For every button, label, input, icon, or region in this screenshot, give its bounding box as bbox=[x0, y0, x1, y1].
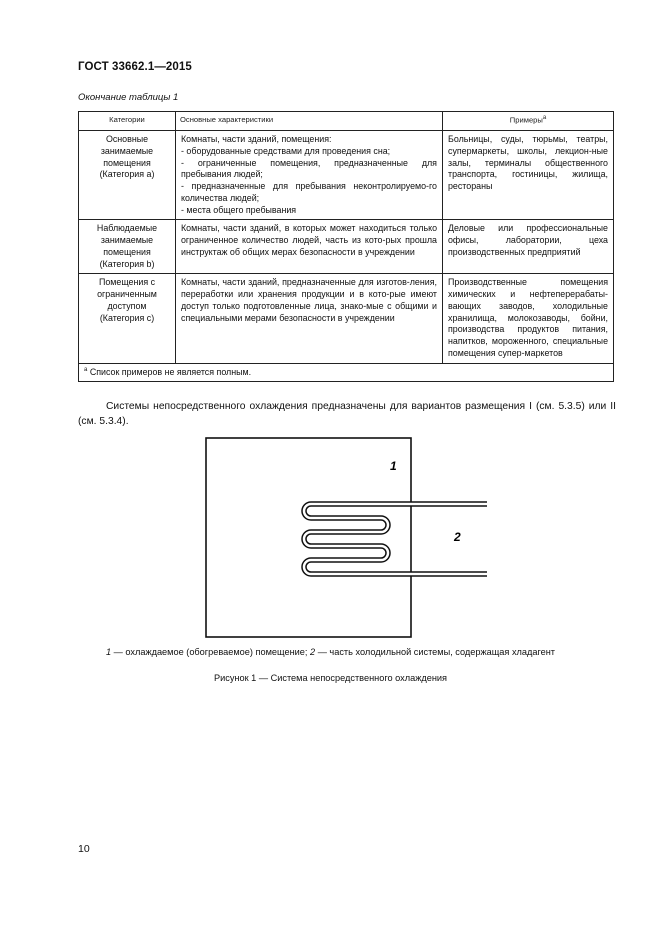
table-footnote bbox=[79, 363, 614, 382]
legend-text-2: — часть холодильной системы, содержащая хладагент bbox=[315, 647, 556, 657]
category-line: помещения bbox=[103, 157, 151, 168]
characteristics-line: - предназначенные для пребывания неконтролируемо-го количества людей; bbox=[181, 181, 437, 203]
category-cell bbox=[79, 220, 176, 274]
category-line: Помещения с bbox=[98, 277, 156, 288]
header-footnote-mark: а bbox=[542, 115, 547, 121]
category-line: (Категория а) bbox=[99, 169, 155, 180]
legend-text-1: — охлаждаемое (обогреваемое) помещение; bbox=[111, 647, 311, 657]
characteristics-line: - ограниченные помещения, предназначенные для пребывания людей; bbox=[181, 157, 437, 180]
category-line: (Категория с) bbox=[99, 312, 155, 323]
characteristics-line: - места общего пребывания bbox=[181, 204, 297, 215]
cooled-room-outline bbox=[206, 438, 411, 637]
legend-num-1: 1 bbox=[105, 647, 112, 657]
characteristics-cell bbox=[176, 220, 443, 274]
table-row bbox=[79, 131, 614, 220]
header-examples bbox=[443, 112, 614, 131]
category-line: занимаемые bbox=[100, 145, 154, 156]
category-line: ограниченным bbox=[97, 289, 157, 299]
legend-num-2: 2 bbox=[310, 647, 316, 657]
examples-cell: Больницы, суды, тюрьмы, театры, супермаркеты, школы, лекцион-ные залы, терминалы общественного транспорта, гостиницы, жилища, рестораны bbox=[443, 131, 614, 220]
table-row bbox=[79, 220, 614, 274]
characteristics-line: Комнаты, части зданий, в которых может находиться только ограниченное количество людей, часть из кото-рых прошла инструктаж об общих мерах безопасности в учреждении bbox=[181, 223, 437, 257]
category-line: Наблюдаемые bbox=[96, 223, 158, 234]
category-line: занимаемые bbox=[100, 235, 154, 245]
examples-cell: Деловые или профессиональные офисы, лаборатории, цеха производственных предприятий bbox=[443, 220, 614, 274]
characteristics-line: Комнаты, части зданий, предназначенные для изготов-ления, переработки или хранения продукции и в кото-рые имеют доступ только подготовленные лица, знако-мые с общими и специальными мерами безопасности в учреждении bbox=[181, 277, 437, 323]
header-characteristics: Основные характеристики bbox=[176, 112, 443, 131]
header-categories: Категории bbox=[79, 112, 176, 131]
characteristics-line: - оборудованные средствами для проведения сна; bbox=[181, 145, 391, 156]
figure-legend bbox=[0, 647, 661, 657]
characteristics-cell bbox=[176, 274, 443, 363]
label-1: 1 bbox=[390, 459, 397, 473]
categories-table bbox=[78, 111, 614, 382]
category-line: помещения bbox=[103, 246, 151, 257]
footnote-text: Список примеров не является полным. bbox=[89, 366, 252, 377]
page-number: 10 bbox=[78, 843, 90, 855]
table-caption: Окончание таблицы 1 bbox=[78, 92, 179, 103]
category-line: (Категория b) bbox=[99, 258, 155, 269]
table-header-row bbox=[79, 112, 614, 131]
table-row bbox=[79, 274, 614, 363]
category-line: доступом bbox=[107, 300, 147, 311]
body-paragraph: Системы непосредственного охлаждения предназначены для вариантов размещения I (см. 5.3.5) или II (см. 5.3.4). bbox=[78, 401, 616, 427]
header-examples-label: Примеры bbox=[509, 115, 543, 125]
table-footnote-row bbox=[79, 363, 614, 382]
category-cell bbox=[79, 274, 176, 363]
direct-cooling-diagram bbox=[205, 437, 495, 642]
label-2: 2 bbox=[454, 530, 461, 544]
category-cell bbox=[79, 131, 176, 220]
figure-title: Рисунок 1 — Система непосредственного охлаждения bbox=[213, 673, 448, 683]
characteristics-line: Комнаты, части зданий, помещения: bbox=[181, 134, 332, 144]
category-line: Основные bbox=[105, 134, 149, 144]
characteristics-cell bbox=[176, 131, 443, 220]
examples-cell: Производственные помещения химических и нефтеперерабаты-вающих заводов, холодильные хранилища, молокозаводы, бойни, производства продуктов питания, напитков, мороженного, специальные помещения супер-маркетов bbox=[443, 274, 614, 363]
document-id: ГОСТ 33662.1—2015 bbox=[78, 61, 192, 73]
footnote-mark: а bbox=[84, 366, 88, 373]
